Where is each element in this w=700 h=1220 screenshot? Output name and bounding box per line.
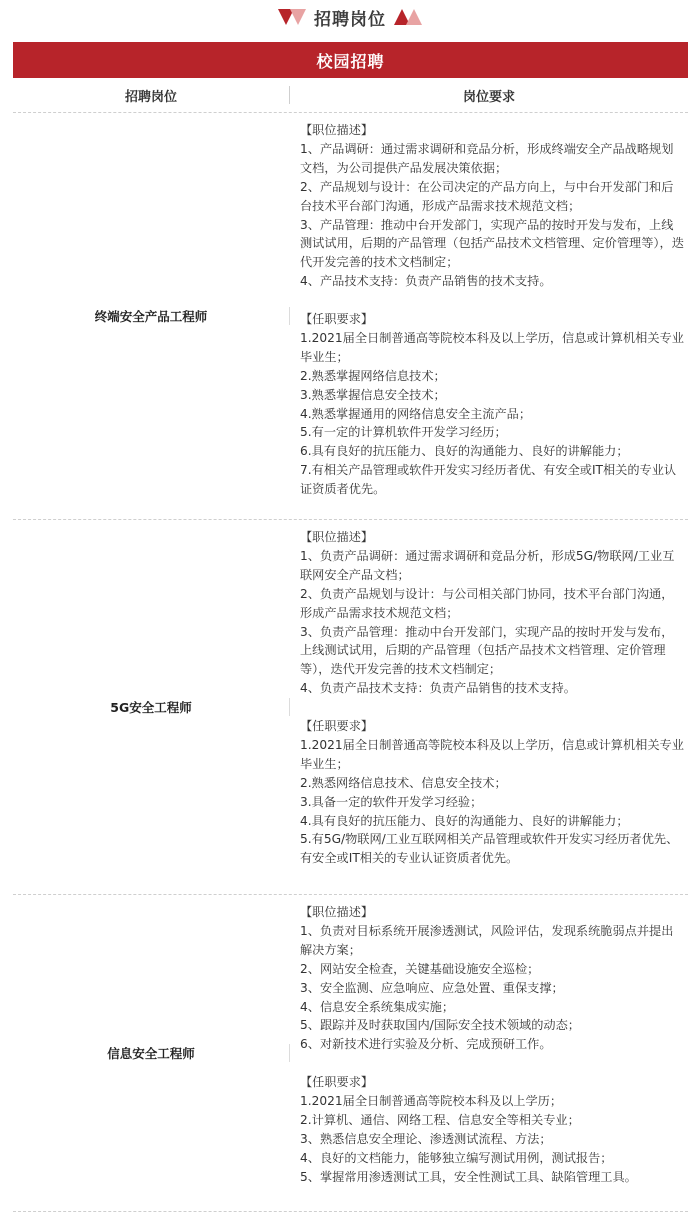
requirement-line: 6、对新技术进行实验及分析、完成预研工作。 (300, 1037, 552, 1052)
requirement-line: 4、信息安全系统集成实施； (300, 999, 455, 1014)
requirement-line: 5.有一定的计算机软件开发学习经历； (300, 425, 507, 440)
header-requirements: 岗位要求 (462, 89, 515, 105)
table-row (13, 895, 688, 1212)
requirement-line: 1、负责对目标系统开展渗透测试，风险评估，发现系统脆弱点并提出解决方案； (300, 923, 674, 957)
position-name: 信息安全工程师 (107, 1046, 195, 1061)
requirement-line: 1、产品调研：通过需求调研和竞品分析，形成终端安全产品战略规划文档，为公司提供产品发展决策依据； (300, 141, 674, 175)
requirement-line: 4、负责产品技术支持：负责产品销售的技术支持。 (300, 681, 576, 696)
requirement-line: 【任职要求】 (300, 312, 374, 327)
header-position: 招聘岗位 (124, 89, 177, 105)
requirement-line: 3、安全监测、应急响应、应急处置、重保支撑； (300, 980, 564, 995)
requirement-line: 2.计算机、通信、网络工程、信息安全等相关专业； (300, 1112, 580, 1127)
requirement-line: 7.有相关产品管理或软件开发实习经历者优、有安全或IT相关的专业认证资质者优先。 (300, 463, 677, 497)
requirement-line: 【职位描述】 (300, 123, 374, 137)
requirement-line: 3、熟悉信息安全理论、渗透测试流程、方法； (300, 1131, 552, 1146)
requirement-line: 【职位描述】 (300, 905, 374, 919)
requirement-line: 4、良好的文档能力，能够独立编写测试用例，测试报告； (300, 1150, 613, 1165)
requirement-line: 4.熟悉掌握通用的网络信息安全主流产品； (300, 406, 532, 421)
requirement-line: 2、产品规划与设计：在公司决定的产品方向上，与中台开发部门和后台技术平台部门沟通，形成产品需求技术规范文档； (300, 179, 674, 213)
requirement-line: 1.2021届全日制普通高等院校本科及以上学历； (300, 1094, 563, 1109)
requirement-line: 2、负责产品规划与设计：与公司相关部门协同，技术平台部门沟通，形成产品需求技术规范文档； (300, 586, 674, 620)
row-divider (289, 307, 290, 325)
requirement-line: 2、网站安全检查，关键基础设施安全巡检； (300, 961, 540, 976)
requirement-line: 1.2021届全日制普通高等院校本科及以上学历，信息或计算机相关专业毕业生； (300, 330, 684, 364)
requirement-line: 【任职要求】 (300, 719, 374, 734)
spacer (300, 291, 684, 310)
requirement-line: 5、掌握常用渗透测试工具，安全性测试工具、缺陷管理工具。 (300, 1169, 637, 1184)
requirement-line: 2.熟悉掌握网络信息技术； (300, 368, 446, 383)
page-title: 招聘岗位 (314, 9, 386, 30)
requirement-line: 6.具有良好的抗压能力、良好的沟通能力、良好的讲解能力； (300, 444, 629, 459)
table-body (13, 113, 688, 1212)
requirement-line: 5、跟踪并及时获取国内/国际安全技术领域的动态； (300, 1018, 580, 1033)
table-row (13, 520, 688, 895)
left-triangle-icon (278, 9, 306, 25)
requirement-line: 4.具有良好的抗压能力、良好的沟通能力、良好的讲解能力； (300, 813, 629, 828)
recruitment-table (13, 42, 688, 1212)
table-header (13, 78, 688, 113)
table-row (13, 113, 688, 520)
requirements-text (289, 520, 688, 894)
spacer (300, 1054, 684, 1073)
section-heading (0, 0, 700, 34)
requirement-line: 4、产品技术支持：负责产品销售的技术支持。 (300, 274, 552, 289)
right-triangle-icon (394, 9, 422, 25)
requirement-line: 【职位描述】 (300, 530, 374, 544)
requirements-text (289, 113, 688, 519)
table-banner: 校园招聘 (13, 42, 688, 78)
position-name: 5G安全工程师 (110, 700, 192, 715)
requirement-line: 3.具备一定的软件开发学习经验； (300, 794, 483, 809)
requirement-line: 1.2021届全日制普通高等院校本科及以上学历，信息或计算机相关专业毕业生； (300, 737, 684, 771)
requirement-line: 3.熟悉掌握信息安全技术； (300, 387, 446, 402)
requirement-line: 3、产品管理：推动中台开发部门，实现产品的按时开发与发布，上线测试试用，后期的产品管理（包括产品技术文档管理、定价管理等），迭代开发完善的技术文档制定； (300, 217, 684, 270)
requirement-line: 3、负责产品管理：推动中台开发部门，实现产品的按时开发与发布，上线测试试用，后期的产品管理（包括产品技术文档管理、定价管理等），迭代开发完善的技术文档制定； (300, 624, 674, 677)
requirement-line: 1、负责产品调研：通过需求调研和竞品分析，形成5G/物联网/工业互联网安全产品文档； (300, 548, 675, 582)
requirement-line: 5.有5G/物联网/工业互联网相关产品管理或软件开发实习经历者优先、有安全或IT相关的专业认证资质者优先。 (300, 832, 679, 866)
requirement-line: 2.熟悉网络信息技术、信息安全技术； (300, 775, 507, 790)
row-divider (289, 698, 290, 716)
requirement-line: 【任职要求】 (300, 1075, 374, 1090)
requirements-text (289, 895, 688, 1211)
spacer (300, 698, 684, 717)
position-name: 终端安全产品工程师 (94, 309, 208, 324)
row-divider (289, 1044, 290, 1062)
